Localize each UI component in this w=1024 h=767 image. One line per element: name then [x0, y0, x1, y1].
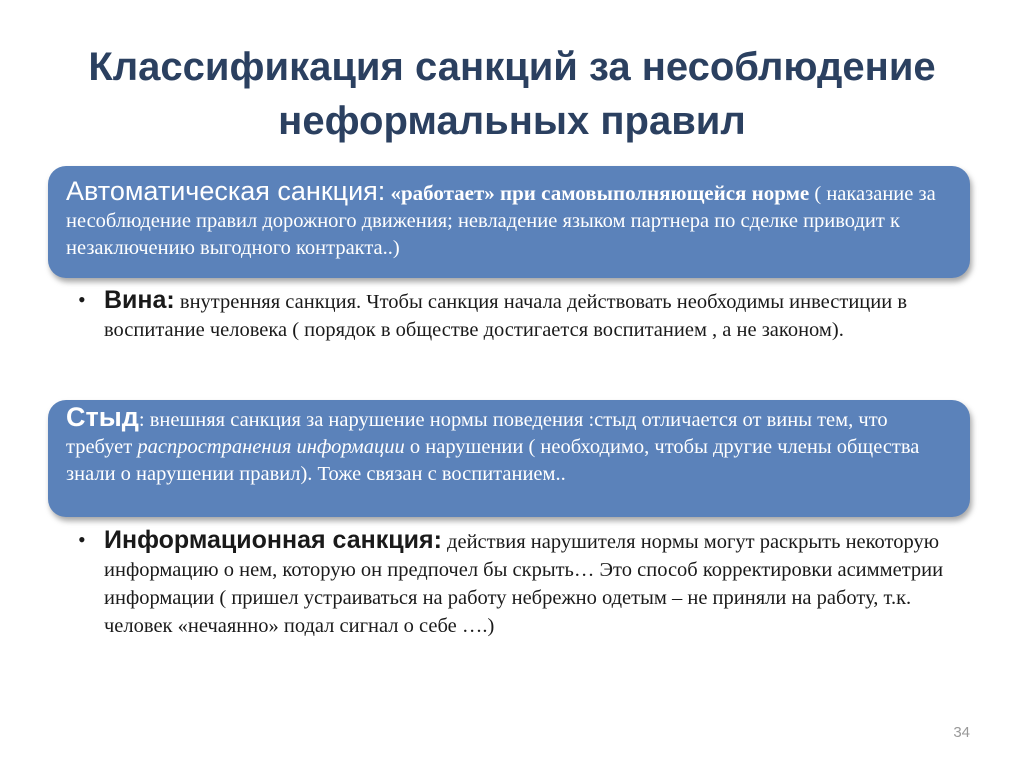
information-sanction-description: действия нарушителя нормы могут раскрыть некоторую информацию о нем, которую он предпочел бы скрыть… Это способ корректировки асимметрии информации ( пришел устраиваться на работу небрежно одетым – не приняли на работу, т.к. человек «нечаянно» подал сигнал о себе ….) — [104, 531, 944, 637]
bullet-marker: • — [78, 527, 86, 552]
shame-description-start: : внешняя санкция за нарушение нормы поведения :стыд отличается от вины тем, что требует — [66, 409, 888, 458]
automatic-sanction-description: ( наказание за несоблюдение правил дорожного движения; невладение языком партнера по сделке приводит к незаключению выгодного контракта..) — [66, 183, 936, 259]
shame-box — [48, 400, 970, 517]
slide-title: Классификация санкций за несоблюдение неформальных правил — [88, 45, 936, 143]
shame-emphasis: распространения информации — [137, 436, 405, 458]
guilt-description: внутренняя санкция. Чтобы санкция начала действовать необходимы инвестиции в воспитание человека ( порядок в обществе достигается воспитанием , а не законом). — [104, 291, 908, 341]
automatic-sanction-heading: Автоматическая санкция: — [66, 176, 386, 206]
automatic-sanction-text — [66, 178, 954, 262]
guilt-bullet — [78, 286, 978, 344]
guilt-term: Вина: — [104, 286, 175, 314]
shame-text — [66, 404, 954, 488]
information-sanction-term: Информационная санкция: — [104, 526, 442, 554]
shame-description-end: о нарушении ( необходимо, чтобы другие члены общества знали о нарушении правил). Тоже связан с воспитанием.. — [66, 436, 920, 485]
automatic-sanction-lead: «работает» при самовыполняющейся норме — [390, 181, 810, 205]
shame-heading: Стыд — [66, 402, 139, 432]
automatic-sanction-box — [48, 166, 970, 278]
bullet-marker: • — [78, 287, 86, 312]
page-number: 34 — [953, 724, 970, 741]
information-sanction-bullet — [78, 526, 978, 640]
